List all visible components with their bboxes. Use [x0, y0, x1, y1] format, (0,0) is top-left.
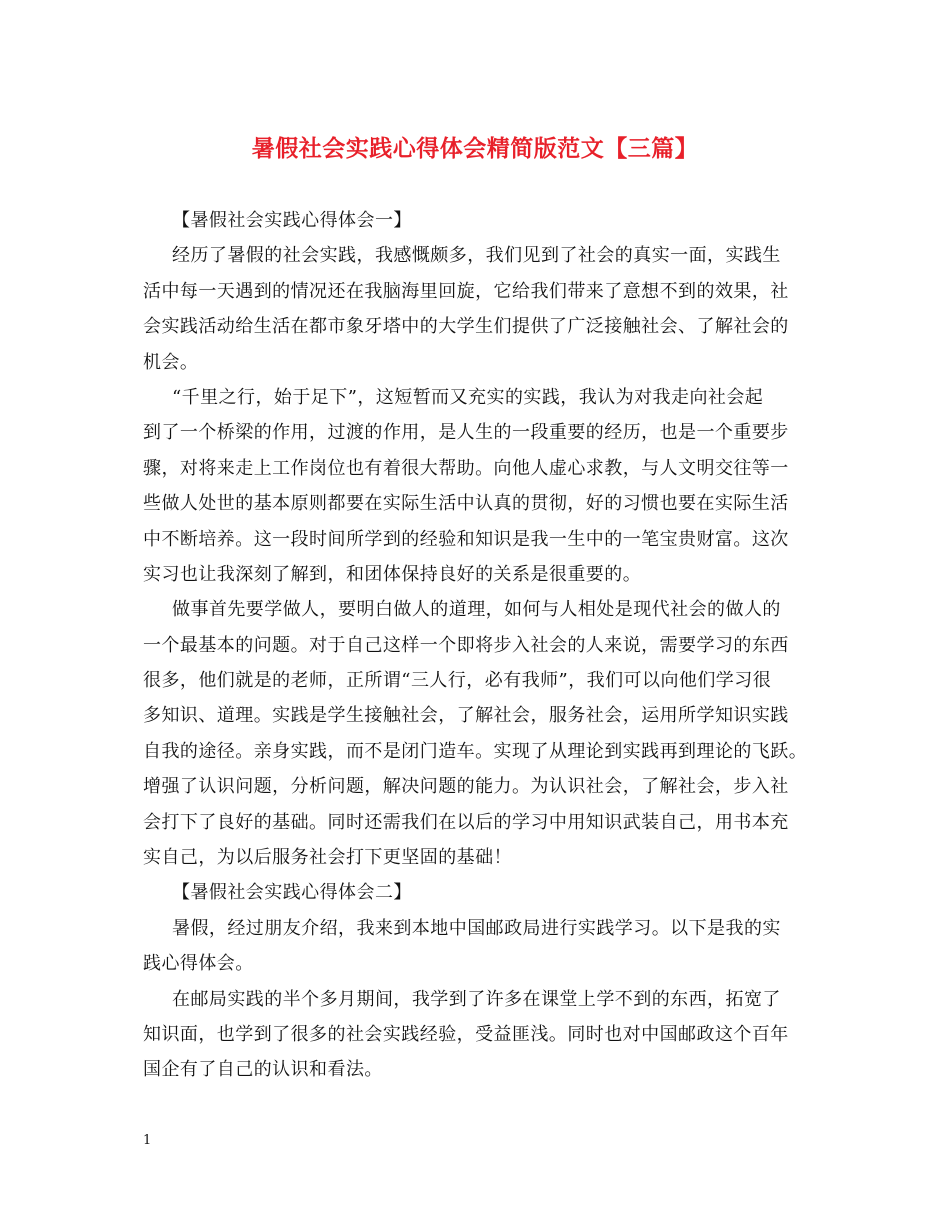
- text-line: 些做人处世的基本原则都要在实际生活中认真的贯彻，好的习惯也要在实际生活: [143, 493, 789, 515]
- text-line: 机会。: [143, 351, 199, 373]
- document-title: 暑假社会实践心得体会精简版范文【三篇】: [251, 135, 699, 162]
- text-line: 中不断培养。这一段时间所学到的经验和知识是我一生中的一笔宝贵财富。这次: [143, 528, 789, 550]
- text-line: 在邮局实践的半个多月期间，我学到了许多在课堂上学不到的东西，拓宽了: [172, 988, 781, 1010]
- text-line: 很多，他们就是的老师，正所谓“三人行，必有我师”，我们可以向他们学习很: [143, 670, 772, 692]
- text-line: 一个最基本的问题。对于自己这样一个即将步入社会的人来说，需要学习的东西: [143, 634, 789, 656]
- text-line: 活中每一天遇到的情况还在我脑海里回旋，它给我们带来了意想不到的效果，社: [143, 280, 789, 302]
- text-line: 知识面，也学到了很多的社会实践经验，受益匪浅。同时也对中国邮政这个百年: [143, 1023, 789, 1045]
- text-line: 【暑假社会实践心得体会二】: [172, 882, 412, 904]
- text-line: 到了一个桥梁的作用，过渡的作用，是人生的一段重要的经历，也是一个重要步: [143, 422, 789, 444]
- text-line: 【暑假社会实践心得体会一】: [172, 210, 412, 231]
- text-line: 经历了暑假的社会实践，我感慨颇多，我们见到了社会的真实一面，实践生: [172, 245, 781, 267]
- text-line: 践心得体会。: [143, 953, 254, 975]
- page-number: 1: [143, 1133, 152, 1148]
- text-line: 实习也让我深刻了解到，和团体保持良好的关系是很重要的。: [143, 563, 642, 585]
- text-line: 自我的途径。亲身实践，而不是闭门造车。实现了从理论到实践再到理论的飞跃。: [143, 740, 808, 762]
- text-line: 做事首先要学做人，要明白做人的道理，如何与人相处是现代社会的做人的: [172, 599, 781, 621]
- text-line: 多知识、道理。实践是学生接触社会，了解社会，服务社会，运用所学知识实践: [143, 705, 789, 727]
- text-line: 会实践活动给生活在都市象牙塔中的大学生们提供了广泛接触社会、了解社会的: [143, 316, 789, 338]
- text-line: 实自己，为以后服务社会打下更坚固的基础！: [143, 847, 512, 869]
- text-line: 会打下了良好的基础。同时还需我们在以后的学习中用知识武装自己，用书本充: [143, 811, 789, 833]
- text-line: 国企有了自己的认识和看法。: [143, 1059, 383, 1081]
- text-line: 增强了认识问题，分析问题，解决问题的能力。为认识社会，了解社会，步入社: [143, 776, 789, 798]
- text-line: “千里之行，始于足下”，这短暂而又充实的实践，我认为对我走向社会起: [172, 386, 764, 408]
- document-body: [143, 203, 808, 1088]
- text-line: 骤，对将来走上工作岗位也有着很大帮助。向他人虚心求教，与人文明交往等一: [143, 457, 789, 479]
- text-line: 暑假，经过朋友介绍，我来到本地中国邮政局进行实践学习。以下是我的实: [172, 917, 781, 939]
